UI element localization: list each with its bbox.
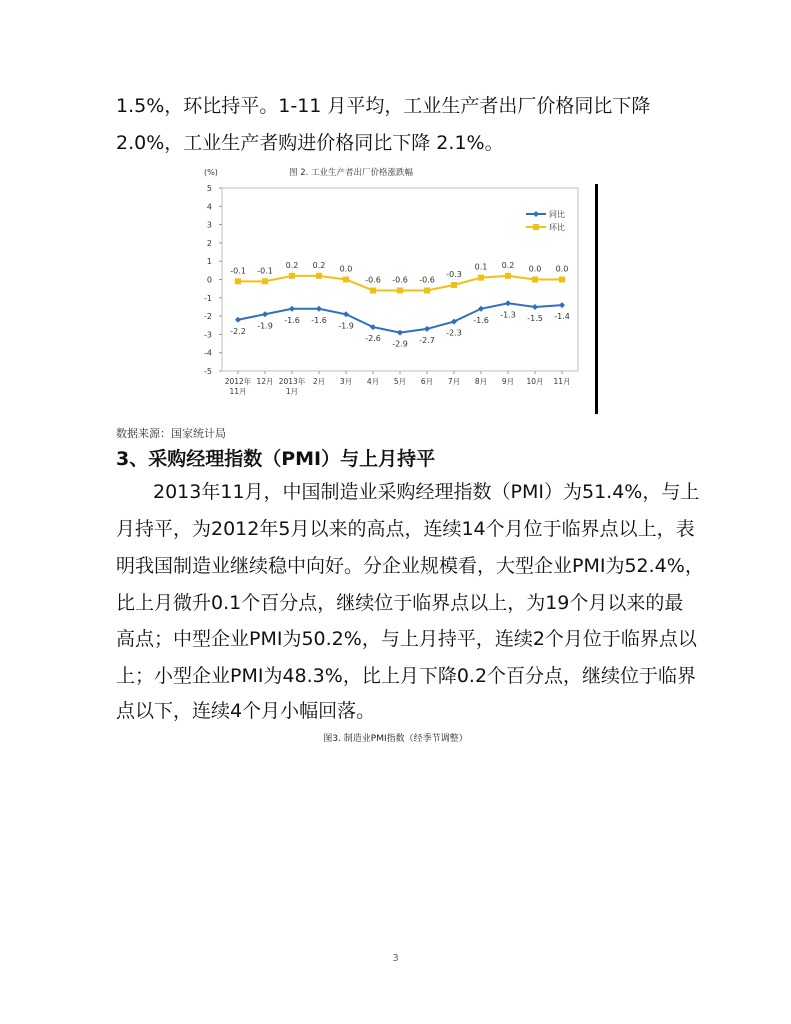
- y-tick-label: -2: [204, 312, 212, 322]
- data-label: 0.0: [339, 264, 353, 274]
- y-tick-label: -3: [204, 330, 212, 340]
- x-tick-label: 2012年: [224, 377, 252, 386]
- data-label: -2.6: [365, 334, 381, 344]
- y-tick-label: 4: [206, 202, 212, 212]
- x-tick-label: 2013年: [278, 377, 306, 386]
- data-label: 0.0: [528, 264, 542, 274]
- figure-3-caption: 图3. 制造业PMI指数（经季节调整）: [323, 734, 468, 744]
- x-tick-label: 9月: [501, 377, 515, 386]
- body-line-3: 明我国制造业继续稳中向好。分企业规模看，大型企业PMI为52.4%，: [116, 555, 704, 577]
- data-point-mom: [451, 282, 457, 288]
- data-label: -1.6: [311, 315, 327, 325]
- data-label: -1.5: [527, 313, 543, 323]
- x-tick-label: 4月: [366, 377, 380, 386]
- data-label: -1.4: [554, 312, 570, 322]
- data-label: -2.7: [419, 335, 435, 345]
- data-label: -0.6: [392, 275, 408, 285]
- y-tick-label: 0: [206, 275, 212, 285]
- data-label: 0.2: [312, 260, 326, 270]
- intro-line-2: 2.0%，工业生产者购进价格同比下降 2.1%。: [116, 132, 504, 154]
- data-point-mom: [235, 278, 241, 284]
- data-point-mom: [370, 287, 376, 293]
- x-tick-label: 8月: [474, 377, 488, 386]
- body-line-1: 2013年11月，中国制造业采购经理指数（PMI）为51.4%，与上: [153, 481, 700, 503]
- x-tick-label: 3月: [339, 377, 353, 386]
- section-heading: 3、采购经理指数（PMI）与上月持平: [116, 448, 436, 470]
- source-note: 数据来源：国家统计局: [116, 427, 226, 440]
- data-label: 0.1: [474, 262, 488, 272]
- data-point-mom: [316, 273, 322, 279]
- data-label: -0.6: [419, 275, 435, 285]
- x-tick-label: 1月: [285, 387, 299, 396]
- intro-line-1: 1.5%，环比持平。1-11 月平均，工业生产者出厂价格同比下降: [116, 95, 651, 117]
- legend-label: 环比: [549, 223, 565, 232]
- body-line-4: 比上月微升0.1个百分点，继续位于临界点以上，为19个月以来的最: [116, 592, 684, 614]
- body-line-6: 上；小型企业PMI为48.3%，比上月下降0.2个百分点，继续位于临界: [116, 665, 697, 687]
- x-tick-label: 7月: [447, 377, 461, 386]
- body-line-7: 点以下，连续4个月小幅回落。: [116, 700, 376, 722]
- y-tick-label: 1: [206, 257, 212, 267]
- legend-marker-mom: [533, 224, 539, 230]
- data-label: -1.3: [500, 310, 516, 320]
- chart-ylabel: (%): [204, 168, 218, 177]
- data-label: 0.2: [285, 260, 299, 270]
- ppi-line-chart: [196, 160, 596, 405]
- data-label: -1.9: [257, 321, 273, 331]
- data-label: -1.6: [284, 315, 300, 325]
- data-point-mom: [559, 277, 565, 283]
- data-label: -0.3: [446, 269, 462, 279]
- y-tick-label: -5: [204, 367, 212, 376]
- data-label: -2.9: [392, 339, 408, 349]
- data-label: -2.2: [230, 326, 246, 336]
- data-label: -2.3: [446, 328, 462, 338]
- x-tick-label: 11月: [229, 387, 247, 396]
- y-tick-label: -1: [204, 293, 212, 303]
- data-label: -0.1: [230, 266, 246, 276]
- data-point-mom: [262, 278, 268, 284]
- chart-title: 图 2. 工业生产者出厂价格涨跌幅: [289, 168, 414, 178]
- y-tick-label: 5: [206, 184, 212, 193]
- y-tick-label: 2: [206, 238, 212, 248]
- x-tick-label: 12月: [256, 377, 274, 386]
- vertical-rule: [595, 184, 598, 414]
- body-line-2: 月持平，为2012年5月以来的高点，连续14个月位于临界点以上，表: [116, 518, 695, 540]
- body-line-5: 高点；中型企业PMI为50.2%，与上月持平，连续2个月位于临界点以: [116, 628, 697, 650]
- data-label: -1.6: [473, 315, 489, 325]
- data-point-mom: [343, 277, 349, 283]
- legend-label: 同比: [549, 210, 565, 219]
- data-point-mom: [478, 275, 484, 281]
- data-point-mom: [505, 273, 511, 279]
- data-point-mom: [532, 277, 538, 283]
- x-tick-label: 2月: [312, 377, 326, 386]
- data-point-mom: [289, 273, 295, 279]
- data-label: -0.6: [365, 275, 381, 285]
- data-point-mom: [397, 287, 403, 293]
- data-point-mom: [424, 287, 430, 293]
- data-label: 0.2: [501, 260, 515, 270]
- data-label: -1.9: [338, 321, 354, 331]
- x-tick-label: 6月: [420, 377, 434, 386]
- y-tick-label: 3: [206, 220, 212, 230]
- x-tick-label: 5月: [393, 377, 407, 386]
- x-tick-label: 11月: [553, 377, 571, 386]
- y-tick-label: -4: [204, 348, 212, 358]
- data-label: 0.0: [555, 264, 569, 274]
- data-label: -0.1: [257, 266, 273, 276]
- x-tick-label: 10月: [526, 377, 544, 386]
- page-number: 3: [392, 953, 399, 964]
